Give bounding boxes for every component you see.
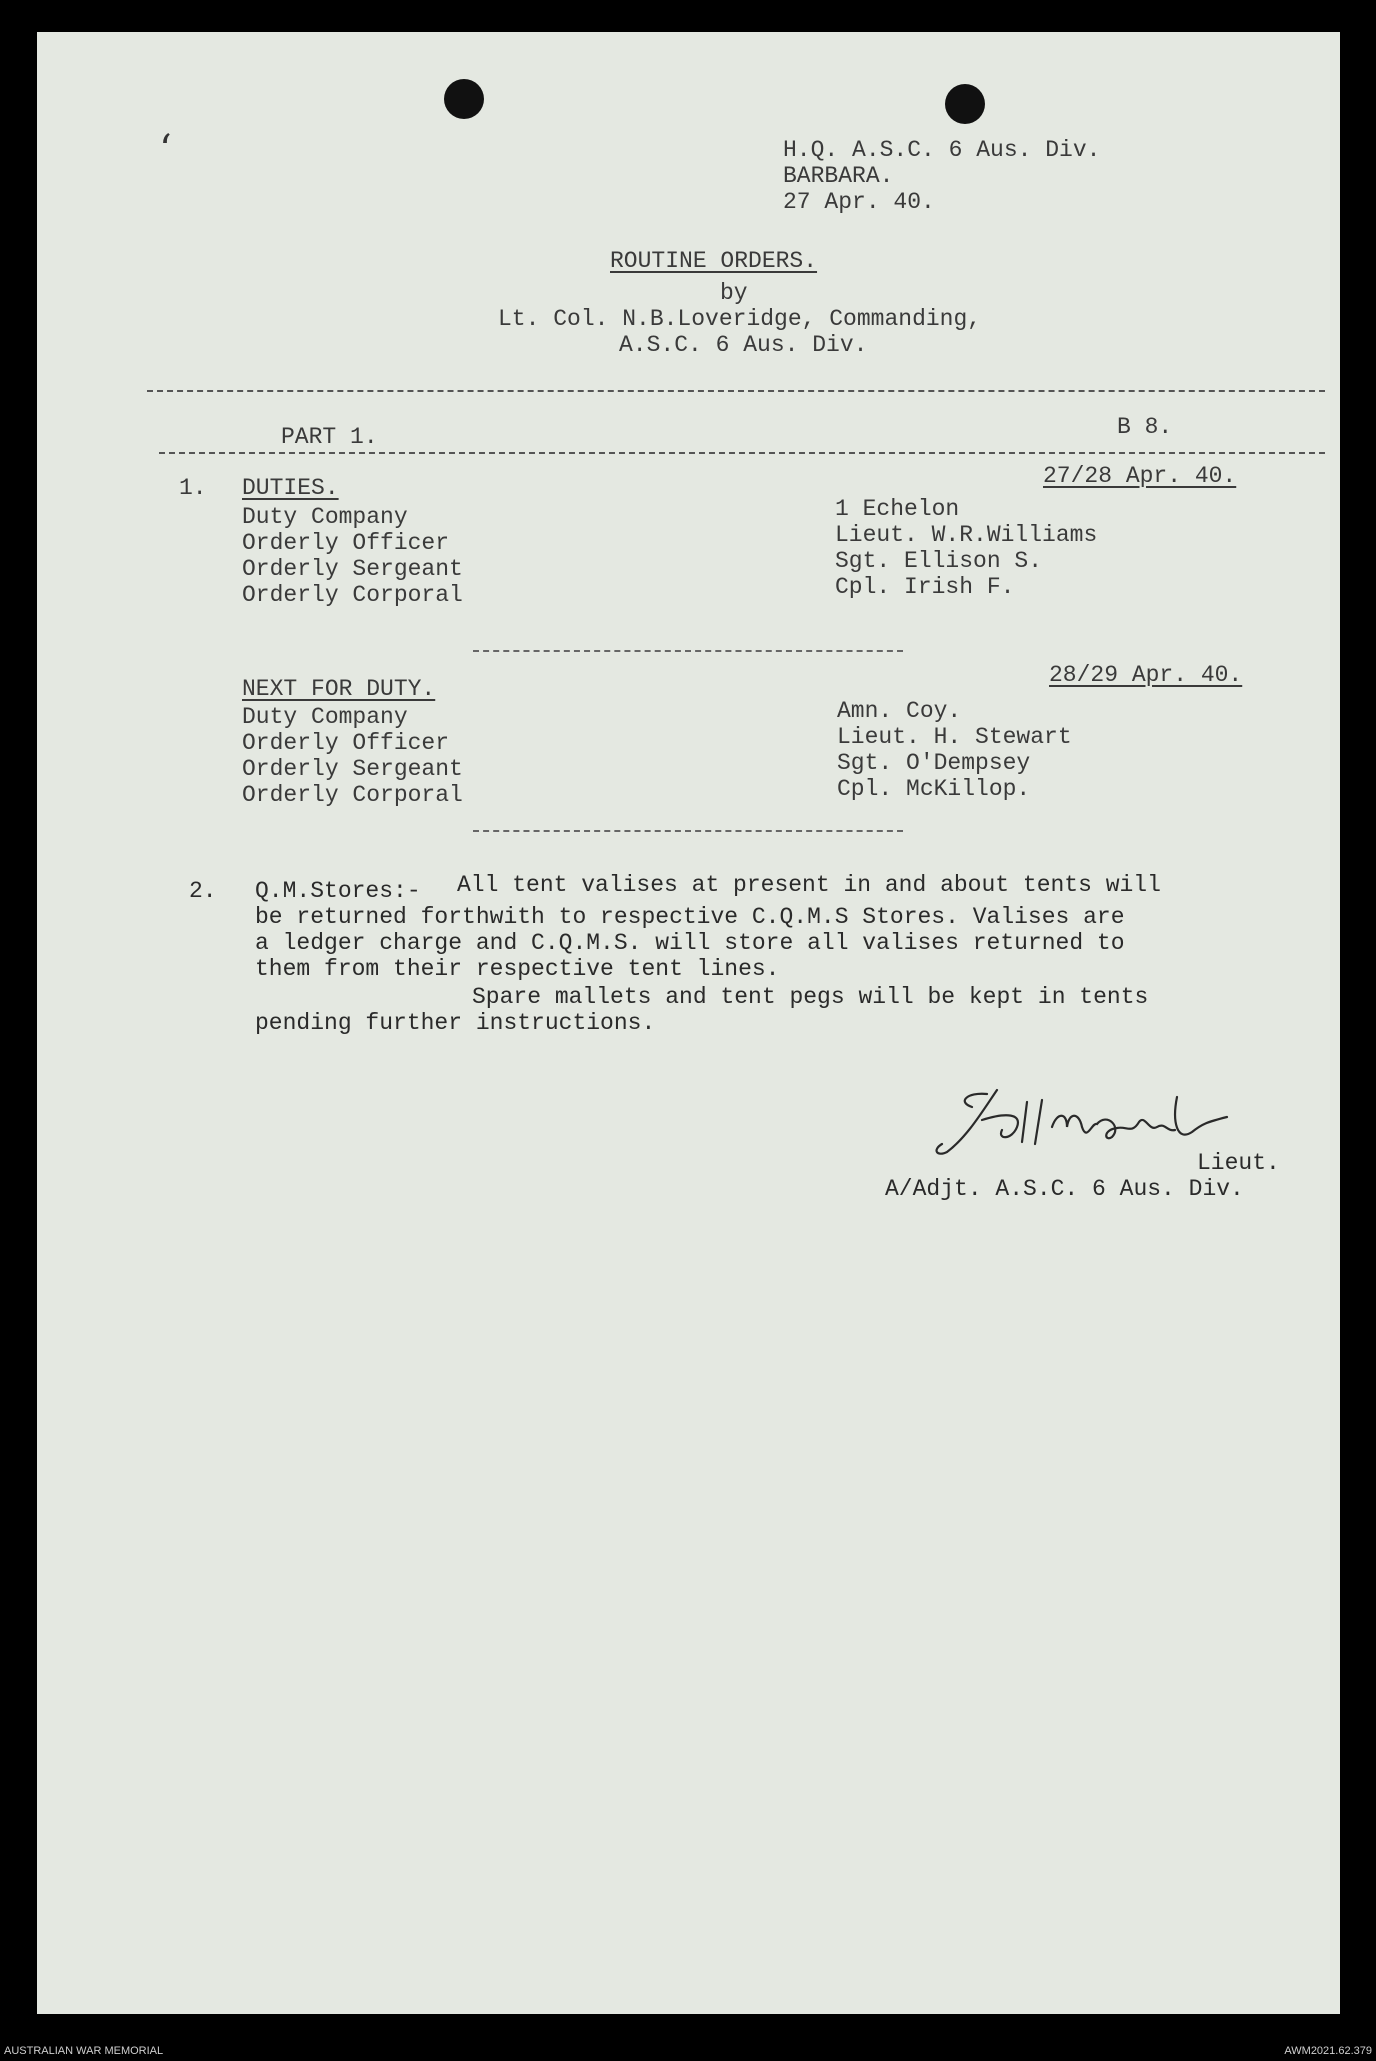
footer-credit: AUSTRALIAN WAR MEMORIAL	[4, 2045, 164, 2057]
part-label: PART 1.	[281, 424, 378, 450]
next-duty-role: Orderly Officer	[242, 730, 450, 756]
item2-line: be returned forthwith to respective C.Q.M.S Stores. Valises are	[255, 904, 1125, 930]
punch-hole-left	[444, 79, 484, 119]
duties-date: 27/28 Apr. 40.	[1043, 463, 1237, 489]
duties-assignee: Sgt. Ellison S.	[835, 548, 1043, 574]
title-formation: A.S.C. 6 Aus. Div.	[619, 332, 868, 358]
footer-catalogue-id: AWM2021.62.379	[1284, 2045, 1372, 2057]
duties-role: Orderly Sergeant	[242, 556, 463, 582]
signature-title: A/Adjt. A.S.C. 6 Aus. Div.	[885, 1176, 1244, 1202]
item2-line: them from their respective tent lines.	[255, 956, 780, 982]
document-title: ROUTINE ORDERS.	[610, 248, 818, 274]
divider-part	[159, 452, 1325, 454]
next-duty-heading: NEXT FOR DUTY.	[242, 676, 436, 702]
signature-rank: Lieut.	[1197, 1150, 1280, 1176]
title-commander: Lt. Col. N.B.Loveridge, Commanding,	[498, 306, 982, 332]
header-unit: H.Q. A.S.C. 6 Aus. Div.	[783, 137, 1101, 163]
margin-mark: ʻ	[159, 127, 172, 173]
punch-hole-right	[945, 84, 985, 124]
next-duty-assignee: Amn. Coy.	[837, 698, 962, 724]
divider-next-duty	[473, 830, 903, 832]
next-duty-date: 28/29 Apr. 40.	[1049, 662, 1243, 688]
next-duty-assignee: Lieut. H. Stewart	[837, 724, 1072, 750]
document-page	[37, 32, 1340, 2014]
next-duty-role: Orderly Corporal	[242, 782, 463, 808]
next-duty-assignee: Cpl. McKillop.	[837, 776, 1031, 802]
next-duty-assignee: Sgt. O'Dempsey	[837, 750, 1031, 776]
divider-duties	[473, 650, 903, 652]
duties-assignee: Cpl. Irish F.	[835, 574, 1015, 600]
duties-role: Orderly Corporal	[242, 582, 463, 608]
next-duty-role: Duty Company	[242, 704, 408, 730]
part-reference: B 8.	[1117, 414, 1173, 440]
header-location: BARBARA.	[783, 163, 894, 189]
item2-line: All tent valises at present in and about tents will	[457, 872, 1161, 898]
item2-label: Q.M.Stores:-	[255, 878, 421, 904]
duties-role: Duty Company	[242, 504, 408, 530]
duties-assignee: Lieut. W.R.Williams	[835, 522, 1098, 548]
item2-number: 2.	[189, 878, 217, 904]
item2-line: a ledger charge and C.Q.M.S. will store all valises returned to	[255, 930, 1125, 956]
item2-line: pending further instructions.	[255, 1010, 656, 1036]
duties-number: 1.	[179, 475, 207, 501]
duties-heading: DUTIES.	[242, 475, 339, 501]
divider-top	[147, 390, 1325, 392]
item2-line: Spare mallets and tent pegs will be kept in tents	[472, 984, 1149, 1010]
title-by: by	[720, 280, 748, 306]
duties-role: Orderly Officer	[242, 530, 450, 556]
next-duty-role: Orderly Sergeant	[242, 756, 463, 782]
duties-assignee: 1 Echelon	[835, 496, 960, 522]
header-date: 27 Apr. 40.	[783, 189, 935, 215]
